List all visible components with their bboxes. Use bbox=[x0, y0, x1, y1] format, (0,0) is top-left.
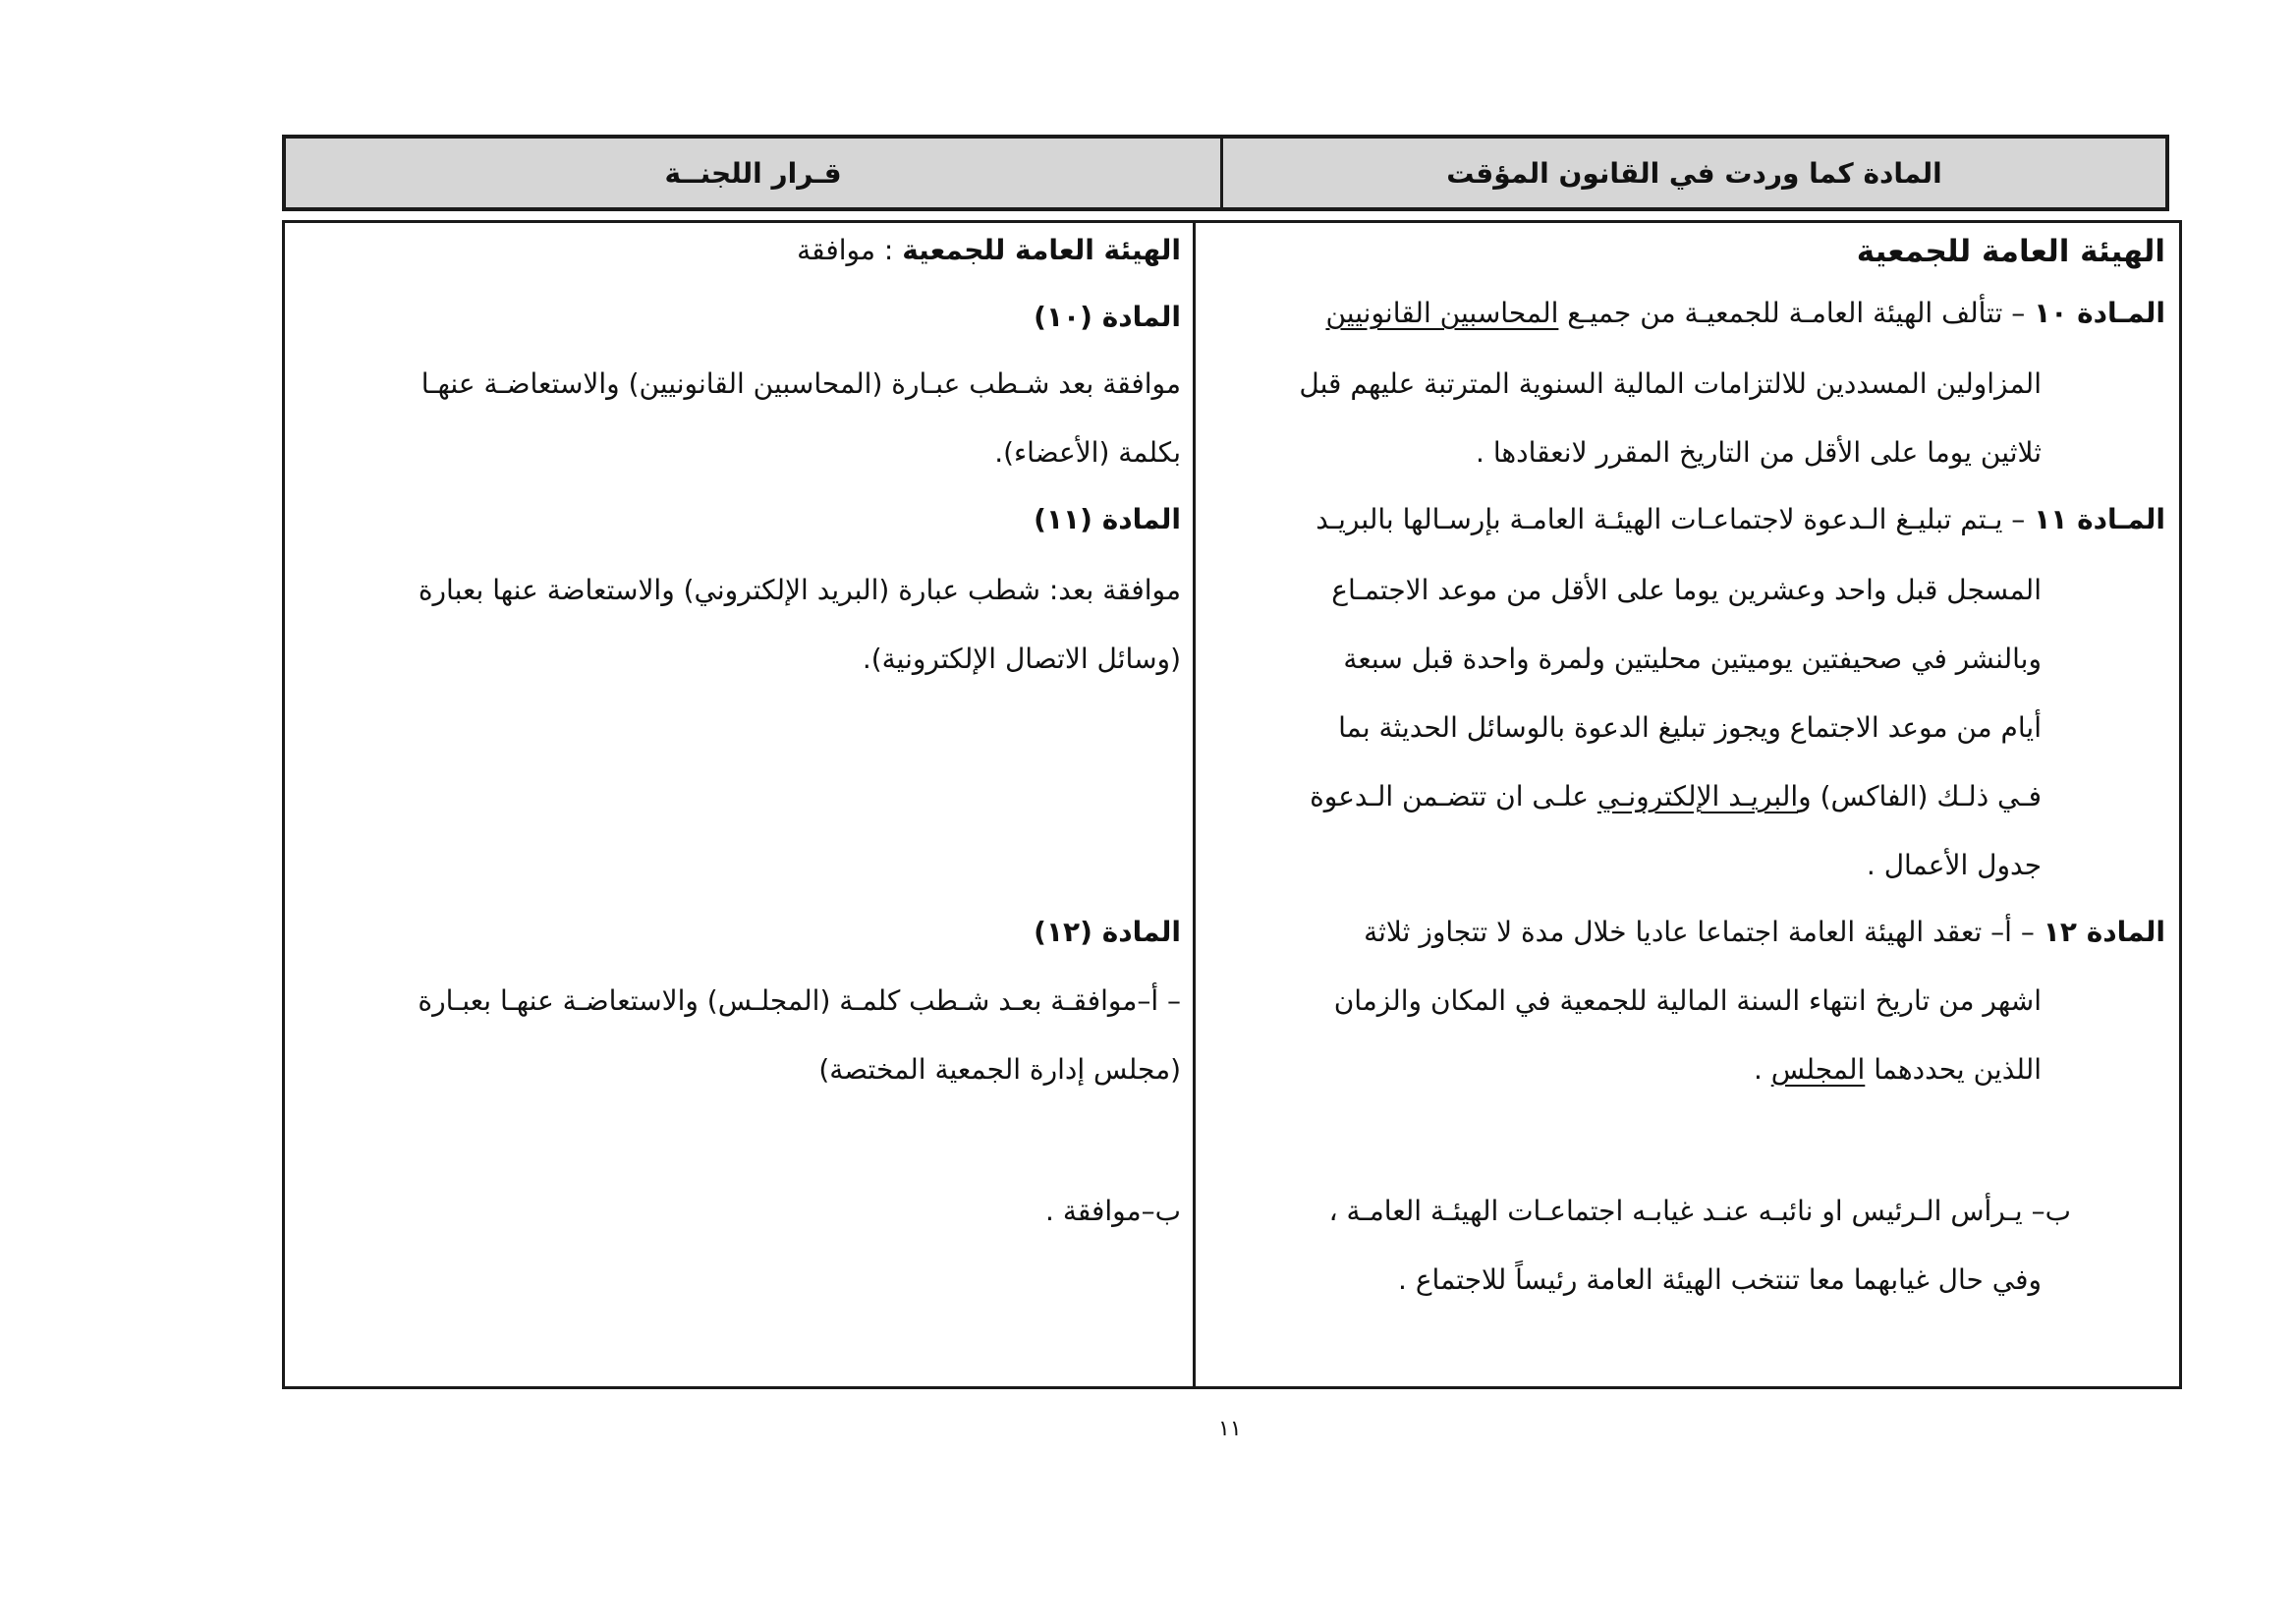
section-title: الهيئة العامة للجمعية bbox=[1856, 234, 2165, 269]
page-number: ١١ bbox=[1218, 1417, 1242, 1441]
decision-article-12-line-1: – أ–موافقـة بعـد شـطب كلمـة (المجلـس) والاستعاضـة عنهـا بعبـارة bbox=[418, 984, 1181, 1017]
article-11-line-6: جدول الأعمال . bbox=[1866, 849, 2042, 881]
article-11-line-1: المـادة ١١ – يـتم تبليـغ الـدعوة لاجتماعـات الهيئـة العامـة بإرسـالها بالبريـد bbox=[1316, 503, 2165, 535]
decision-article-12-b: ب–موافقة . bbox=[1045, 1195, 1181, 1227]
table-header bbox=[282, 135, 2169, 211]
decision-article-11-head: المادة (١١) bbox=[1034, 503, 1181, 535]
article-10-line-1: المـادة ١٠ – تتألف الهيئة العامـة للجمعيـة من جميـع المحاسبين القانونيين bbox=[1325, 297, 2165, 329]
underlined-term: المجلس bbox=[1770, 1053, 1866, 1086]
original-articles-column bbox=[1193, 223, 2179, 1386]
underlined-term: المحاسبين القانونيين bbox=[1325, 297, 1559, 329]
article-11-line-2: المسجل قبل واحد وعشرين يوما على الأقل من موعد الاجتمـاع bbox=[1331, 574, 2042, 606]
article-10-line-2: المزاولين المسددين للالتزامات المالية السنوية المترتبة عليهم قبل bbox=[1299, 367, 2042, 400]
article-12-line-3: اللذين يحددهما المجلس . bbox=[1753, 1053, 2042, 1086]
article-12-b-line-1: ب– يـرأس الـرئيس او نائبـه عنـد غيابـه اجتماعـات الهيئـة العامـة ، bbox=[1328, 1195, 2071, 1227]
decision-article-10-head: المادة (١٠) bbox=[1034, 301, 1181, 333]
decision-article-10-line-1: موافقة بعد شـطب عبـارة (المحاسبين القانونيين) والاستعاضـة عنهـا bbox=[420, 367, 1181, 400]
article-12-line-1: المادة ١٢ – أ– تعقد الهيئة العامة اجتماعا عاديا خلال مدة لا تتجاوز ثلاثة bbox=[1364, 916, 2165, 948]
decision-article-12-line-2: (مجلس إدارة الجمعية المختصة) bbox=[818, 1053, 1181, 1086]
article-11-line-3: وبالنشر في صحيفتين يوميتين محليتين ولمرة واحدة قبل سبعة bbox=[1343, 643, 2042, 675]
decision-article-12-head: المادة (١٢) bbox=[1034, 916, 1181, 948]
decision-article-10-line-2: بكلمة (الأعضاء). bbox=[994, 436, 1181, 469]
table-body bbox=[282, 220, 2182, 1389]
header-original-article: المادة كما وردت في القانون المؤقت bbox=[1220, 139, 2165, 207]
article-11-line-5: فـي ذلـك (الفاكس) والبريـد الإلكترونـي علـى ان تتضـمن الـدعوة bbox=[1310, 780, 2042, 812]
article-12-label: المادة ١٢ bbox=[2043, 916, 2165, 948]
header-committee-decision: قـرار اللجنــة bbox=[664, 156, 842, 190]
underlined-term: البريـد الإلكترونـي bbox=[1596, 780, 1799, 812]
article-11-label: المـادة ١١ bbox=[2034, 503, 2165, 535]
decision-title: الهيئة العامة للجمعية : موافقة bbox=[797, 234, 1181, 266]
decision-article-11-line-1: موافقة بعد: شطب عبارة (البريد الإلكتروني) والاستعاضة عنها بعبارة bbox=[418, 574, 1181, 606]
committee-decision-column bbox=[285, 223, 1193, 1386]
decision-article-11-line-2: (وسائل الاتصال الإلكترونية). bbox=[862, 643, 1181, 675]
article-10-line-3: ثلاثين يوما على الأقل من التاريخ المقرر لانعقادها . bbox=[1476, 436, 2042, 469]
article-11-line-4: أيام من موعد الاجتماع ويجوز تبليغ الدعوة بالوسائل الحديثة بما bbox=[1338, 711, 2042, 744]
article-12-line-2: اشهر من تاريخ انتهاء السنة المالية للجمعية في المكان والزمان bbox=[1333, 984, 2042, 1017]
article-12-b-line-2: وفي حال غيابهما معا تنتخب الهيئة العامة رئيساً للاجتماع . bbox=[1398, 1263, 2042, 1296]
article-10-label: المـادة ١٠ bbox=[2034, 297, 2165, 329]
